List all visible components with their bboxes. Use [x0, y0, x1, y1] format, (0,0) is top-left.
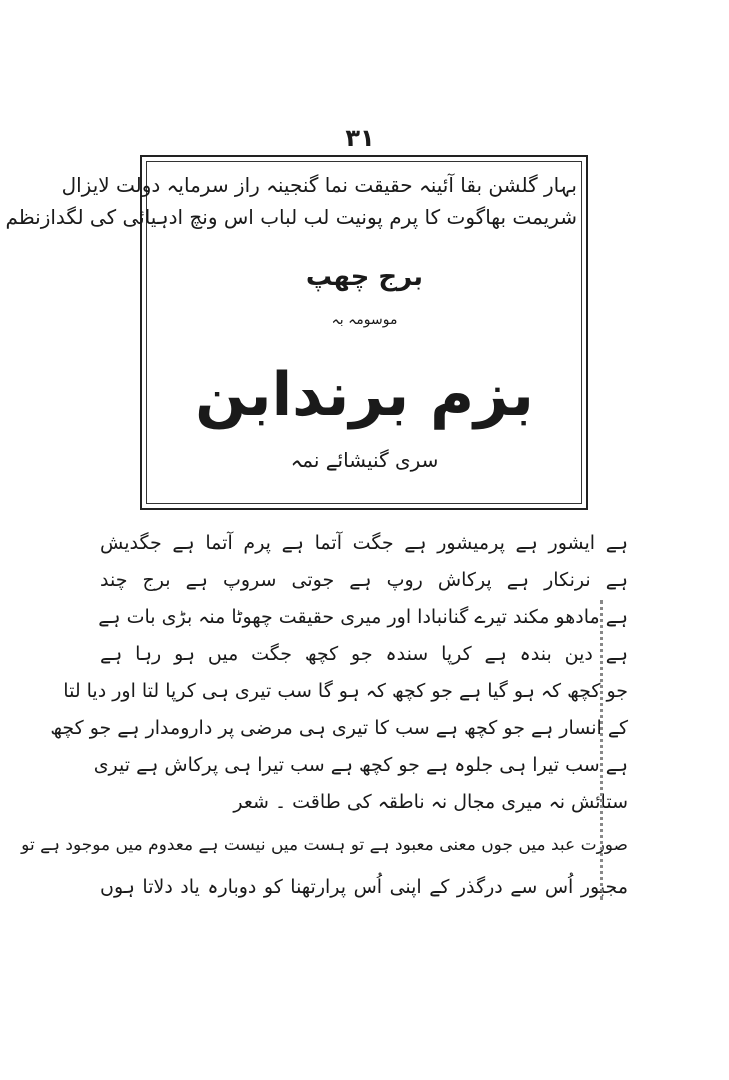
- body-line-10: مجبور اُس سے درگذر کے اپنی اُس پرارتھنا کو دوبارہ یاد دلاتا ہوں: [100, 876, 628, 898]
- book-title: بزم برندابن: [195, 360, 534, 430]
- named-label: موسومہ بہ: [331, 312, 398, 328]
- body-line-8: ستائش نہ میری مجال نہ ناطقہ کی طاقت ۔ شعر: [233, 791, 628, 813]
- margin-scan-mark: [600, 600, 613, 900]
- body-line-3: ہے مادھو مکند تیرے گنانبادا اور میری حقیقت چھوٹا منہ بڑی بات ہے: [98, 606, 628, 628]
- body-line-5: جو کچھ کہ ہو گیا ہے جو کچھ کہ ہو گا سب تیری ہی کرپا لتا اور دیا لتا: [63, 680, 628, 702]
- body-line-6: کے انسار ہے جو کچھ ہے سب کا تیری ہی مرضی پر دارومدار ہے جو کچھ: [50, 717, 628, 739]
- language-label: برج چھپ: [305, 262, 424, 292]
- page-number: ۳۱: [345, 124, 375, 152]
- body-line-9: صورت عبد میں جوں معنی معبود ہے تو ہست میں نیست ہے معدوم میں موجود ہے تو: [21, 835, 628, 855]
- header-line-1: بہار گلشن بقا آئینہ حقیقت نما گنجینہ راز سرمایہ دولت لایزال: [61, 173, 577, 197]
- body-line-4: ہے دین بندہ ہے کرپا سندہ جو کچھ جگت میں ہو رہا ہے: [100, 643, 628, 665]
- body-line-7: ہے سب تیرا ہی جلوہ ہے جو کچھ ہے سب تیرا ہی پرکاش ہے تیری: [93, 754, 628, 776]
- book-subtitle: سری گنیشائے نمہ: [290, 448, 439, 472]
- body-line-1: ہے ایشور ہے پرمیشور ہے جگت آتما ہے پرم آتما ہے جگدیش: [100, 532, 628, 554]
- body-line-2: ہے نرنکار ہے پرکاش روپ ہے جوتی سروپ ہے برج چند: [100, 569, 628, 591]
- header-line-2: شریمت بھاگوت کا پرم پونیت لب لباب اس ونچ ادہیائی کی لگدازنظم: [5, 205, 577, 229]
